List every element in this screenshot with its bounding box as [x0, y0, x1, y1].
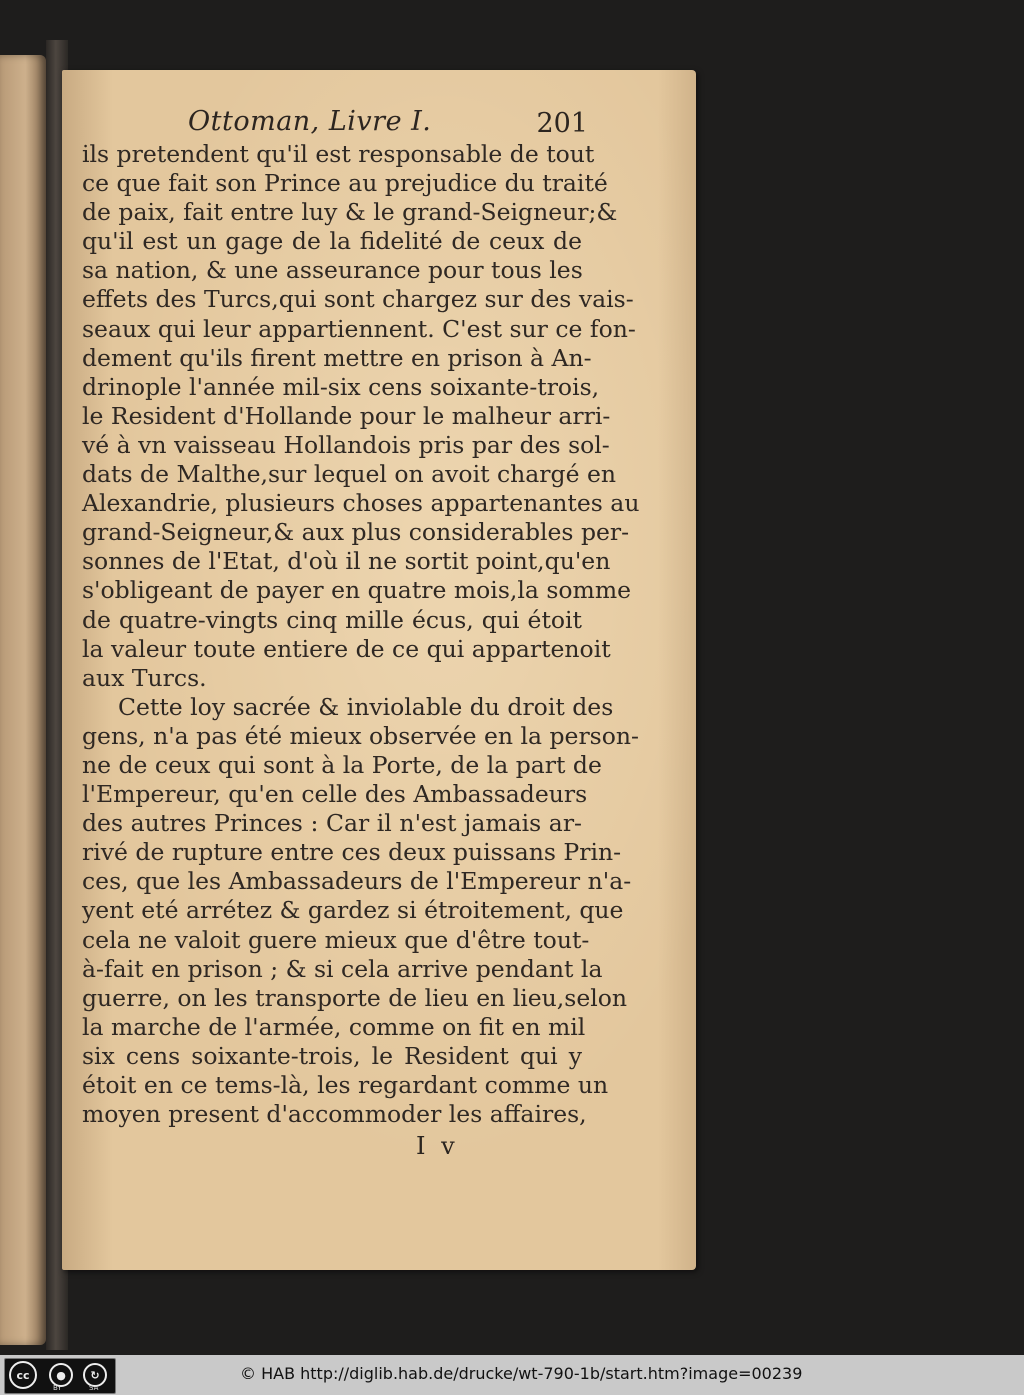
text-line: cela ne valoit guere mieux que d'être tout-: [82, 925, 590, 954]
text-line: l'Empereur, qu'en celle des Ambassadeurs: [82, 780, 588, 809]
running-head-title: Ottoman, Livre I.: [188, 106, 432, 137]
text-line: dats de Malthe,sur lequel on avoit chargé en: [82, 460, 617, 489]
text-line: sonnes de l'Etat, d'où il ne sortit point,qu'en: [82, 547, 611, 576]
text-line: seaux qui leur appartiennent. C'est sur ce fon-: [82, 314, 636, 343]
signature-mark: I v: [416, 1132, 459, 1160]
cc-icon: cc: [9, 1361, 37, 1389]
text-line: rivé de rupture entre ces deux puissans Prin-: [82, 838, 622, 867]
text-line: la marche de l'armée, comme on fit en mil: [82, 1012, 586, 1041]
text-line: ne de ceux qui sont à la Porte, de la part de: [82, 750, 602, 779]
text-line: dement qu'ils firent mettre en prison à An-: [82, 343, 592, 372]
text-line: aux Turcs.: [82, 663, 207, 692]
text-line: le Resident d'Hollande pour le malheur arri-: [82, 401, 611, 430]
footer-bar: [0, 1355, 1024, 1395]
text-line: la valeur toute entiere de ce qui appartenoit: [82, 634, 611, 663]
text-line: des autres Princes : Car il n'est jamais ar-: [82, 809, 582, 838]
left-page-edge: [0, 55, 46, 1345]
text-line: yent eté arrétez & gardez si étroitement, que: [82, 896, 624, 925]
text-line: moyen present d'accommoder les affaires,: [82, 1100, 587, 1129]
copyright-text: © HAB http://diglib.hab.de/drucke/wt-790-1b/start.htm?image=00239: [240, 1364, 803, 1383]
sa-label: SA: [89, 1384, 99, 1392]
text-line: gens, n'a pas été mieux observée en la person-: [82, 721, 639, 750]
text-line: ils pretendent qu'il est responsable de tout: [82, 140, 595, 168]
text-line: s'obligeant de payer en quatre mois,la somme: [82, 576, 632, 605]
paragraph-start: Cette loy sacrée & inviolable du droit des: [118, 692, 614, 721]
text-line: sa nation, & une asseurance pour tous les: [82, 256, 583, 285]
text-line: six cens soixante-trois, le Resident qui y: [82, 1041, 582, 1070]
body-text: [82, 140, 640, 1129]
text-line: grand-Seigneur,& aux plus considerables per-: [82, 518, 630, 547]
text-line: de quatre-vingts cinq mille écus, qui étoit: [82, 605, 582, 634]
text-line: qu'il est un gage de la fidelité de ceux de: [82, 227, 582, 256]
text-line: étoit en ce tems-là, les regardant comme un: [82, 1071, 609, 1099]
sa-icon: ↻: [83, 1363, 107, 1387]
text-line: ce que fait son Prince au prejudice du traité: [82, 169, 608, 198]
text-line: à-fait en prison ; & si cela arrive pendant la: [82, 954, 603, 983]
text-line: ces, que les Ambassadeurs de l'Empereur n'a-: [82, 867, 632, 896]
by-icon: ●: [49, 1363, 73, 1387]
by-label: BY: [53, 1384, 62, 1392]
book-page: [62, 70, 696, 1270]
text-line: effets des Turcs,qui sont chargez sur des vais-: [82, 285, 634, 314]
text-line: guerre, on les transporte de lieu en lieu,selon: [82, 983, 628, 1012]
text-line: drinople l'année mil-six cens soixante-trois,: [82, 372, 600, 401]
text-line: de paix, fait entre luy & le grand-Seigneur;&: [82, 198, 618, 227]
page-number: 201: [536, 108, 588, 139]
text-line: Alexandrie, plusieurs choses appartenantes au: [82, 489, 640, 518]
text-line: vé à vn vaisseau Hollandois pris par des sol-: [82, 430, 610, 459]
cc-license-badge[interactable]: [4, 1358, 116, 1394]
